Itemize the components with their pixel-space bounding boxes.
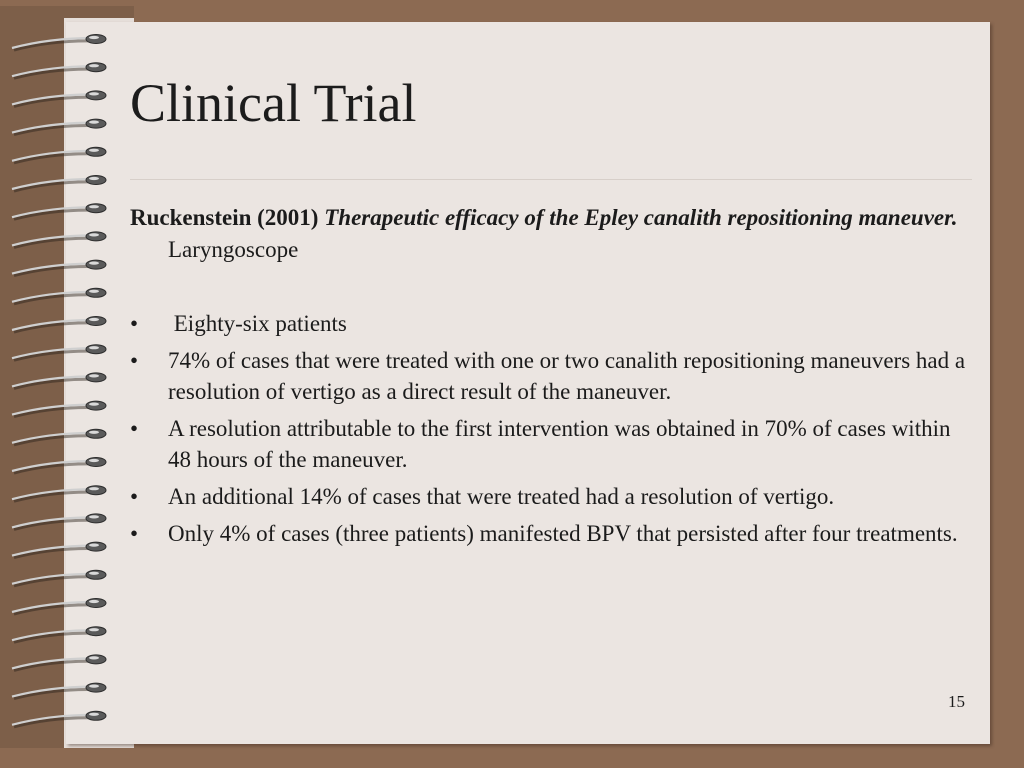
- bullet-item: [130, 413, 970, 475]
- binder-ring-icon: [12, 570, 106, 586]
- binder-ring-icon: [12, 542, 106, 558]
- binder-ring-icon: [12, 176, 106, 192]
- binder-ring-icon: [12, 345, 106, 361]
- binder-ring-icon: [12, 204, 106, 220]
- bullet-text: Only 4% of cases (three patients) manifested BPV that persisted after four treatments.: [168, 521, 958, 546]
- bullet-text: 74% of cases that were treated with one or two canalith repositioning maneuvers had a resolution of vertigo as a direct result of the maneuver.: [168, 348, 966, 404]
- citation: [130, 202, 1008, 266]
- binder-ring-icon: [12, 119, 106, 135]
- binder-ring-icon: [12, 711, 106, 727]
- binder-ring-icon: [12, 627, 106, 643]
- bullet-text: An additional 14% of cases that were treated had a resolution of vertigo.: [168, 484, 835, 509]
- binder-ring-icon: [12, 486, 106, 502]
- binder-ring-icon: [12, 317, 106, 333]
- bullet-item: [130, 481, 970, 512]
- binder-ring-icon: [12, 683, 106, 699]
- binder-ring-icon: [12, 91, 106, 107]
- binder-ring-icon: [12, 35, 106, 51]
- citation-journal: Laryngoscope: [168, 237, 299, 262]
- binder-ring-icon: [12, 260, 106, 276]
- bullet-list: [130, 308, 970, 555]
- binder-ring-icon: [12, 288, 106, 304]
- spiral-binding-icon: [0, 0, 120, 768]
- binder-ring-icon: [12, 63, 106, 79]
- bullet-icon: •: [130, 484, 139, 509]
- bullet-text: Eighty-six patients: [168, 311, 347, 336]
- binder-ring-icon: [12, 429, 106, 445]
- bullet-icon: •: [130, 521, 139, 546]
- bullet-icon: •: [130, 416, 139, 441]
- binder-ring-icon: [12, 599, 106, 615]
- citation-article: Therapeutic efficacy of the Epley canalith repositioning maneuver.: [324, 205, 958, 230]
- binder-ring-icon: [12, 147, 106, 163]
- citation-author: Ruckenstein (2001): [130, 205, 319, 230]
- slide-title: Clinical Trial: [130, 73, 417, 133]
- bullet-icon: •: [130, 311, 139, 336]
- binder-ring-icon: [12, 458, 106, 474]
- bullet-item: [130, 345, 970, 407]
- binder-ring-icon: [12, 232, 106, 248]
- bullet-icon: •: [130, 348, 139, 373]
- binder-ring-icon: [12, 401, 106, 417]
- title-divider: [130, 179, 972, 180]
- binder-ring-icon: [12, 373, 106, 389]
- bullet-item: [130, 308, 970, 339]
- binder-ring-icon: [12, 514, 106, 530]
- binder-ring-icon: [12, 655, 106, 671]
- page-number: 15: [948, 692, 965, 711]
- bullet-text: A resolution attributable to the first intervention was obtained in 70% of cases within 48 hours of the maneuver.: [168, 416, 951, 472]
- bullet-item: [130, 518, 970, 549]
